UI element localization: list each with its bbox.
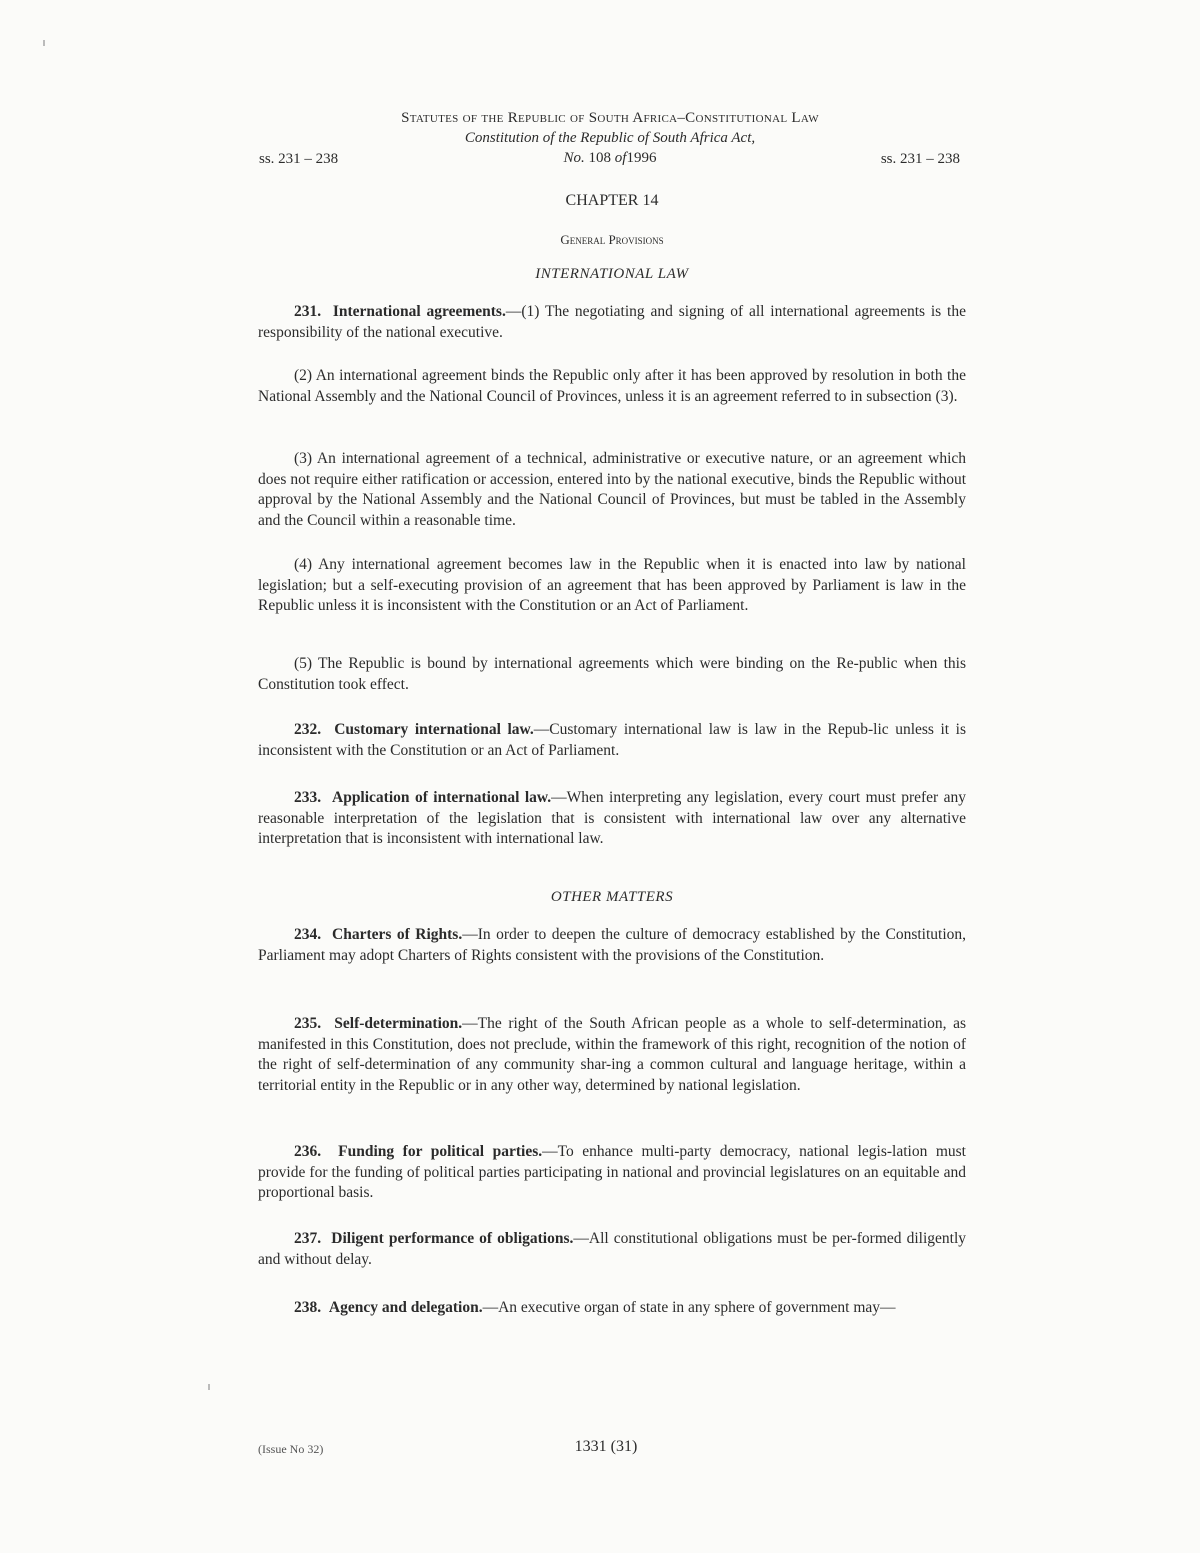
section-235 [258, 1014, 966, 1096]
section-text: —In order to deepen the culture of democracy established by the Constitution, Parliament may adopt Charters of Rights consistent with the provisions of the Constitution. [258, 926, 967, 964]
section-text: (4) Any international agreement becomes law in the Republic when it is enacted into law by national legislation; but a self-executing provision of an agreement that has been approved by Parliament is law in the Republic unless it is inconsistent with the Constitution or an Act of Parliament. [258, 556, 966, 614]
section-number: 236. [294, 1143, 322, 1160]
section-text: (2) An international agreement binds the Republic only after it has been approved by resolution in both the National Assembly and the National Council of Provinces, unless it is an agreement referred to in subsection (3). [258, 367, 966, 405]
section-232 [258, 720, 966, 761]
section-231-2 [258, 366, 966, 407]
section-231-5 [258, 654, 966, 695]
section-231-3 [258, 449, 966, 531]
issue-number: (Issue No 32) [258, 1442, 324, 1456]
section-number: 235. [294, 1015, 322, 1032]
sections-range-right: ss. 231 – 238 [880, 151, 960, 167]
act-number [0, 150, 1200, 167]
section-number: 231. [294, 303, 322, 320]
section-233 [258, 788, 966, 850]
act-no: 108 [588, 150, 612, 166]
section-number: 234. [294, 926, 322, 943]
section-number: 237. [294, 1230, 322, 1247]
statute-title: Statutes of the Republic of South Africa–Constitutional Law [401, 110, 819, 126]
section-heading: Self-determination. [334, 1015, 463, 1032]
section-text: —When interpreting any legislation, every court must prefer any reasonable interpretation of the legislation that is consistent with international law over any alternative interpretation that is inconsistent with international law. [258, 789, 967, 847]
section-237 [258, 1229, 966, 1270]
chapter-heading: CHAPTER 14 [565, 192, 659, 209]
section-231-1 [258, 302, 966, 343]
act-title: Constitution of the Republic of South Africa Act, [464, 130, 756, 146]
section-231-4 [258, 555, 966, 617]
section-heading: International agreements. [332, 303, 506, 320]
section-heading: Agency and delegation. [328, 1299, 483, 1316]
section-text: —(1) The negotiating and signing of all international agreements is the responsibility of the national executive. [258, 303, 966, 341]
section-text: —The right of the South African people as a whole to self-determination, as manifested in this Constitution, does not preclude, within the framework of this right, recognition of the notion of the right of self-determination of any community shar-ing a common cultural and language heritage, within a territorial entity in the Republic or in any other way, determined by national legislation. [258, 1015, 967, 1094]
section-heading: Customary international law. [334, 721, 534, 738]
act-no-prefix: No. [563, 150, 585, 166]
section-text: —An executive organ of state in any sphere of government may— [482, 1299, 896, 1316]
subheading-international-law: INTERNATIONAL LAW [535, 266, 689, 282]
section-number: 232. [294, 721, 322, 738]
section-text: —Customary international law is law in the Repub-lic unless it is inconsistent with the Constitution or an Act of Parliament. [258, 721, 966, 759]
section-text: —To enhance multi-party democracy, national legis-lation must provide for the funding of political parties participating in national and provincial legislatures on an equitable and proportional basis. [258, 1143, 966, 1201]
section-heading: Charters of Rights. [332, 926, 463, 943]
section-236 [258, 1142, 966, 1204]
page-number: 1331 (31) [574, 1438, 638, 1455]
sections-range-left: ss. 231 – 238 [259, 151, 339, 167]
section-number: 233. [294, 789, 322, 806]
section-234 [258, 925, 966, 966]
part-heading: General Provisions [560, 232, 664, 247]
section-number: 238. [294, 1299, 322, 1316]
section-text: —All constitutional obligations must be per-formed diligently and without delay. [258, 1230, 966, 1268]
section-heading: Funding for political parties. [338, 1143, 543, 1160]
act-of: of [614, 150, 627, 166]
section-heading: Diligent performance of obligations. [331, 1230, 574, 1247]
section-text: (5) The Republic is bound by international agreements which were binding on the Re-public when this Constitution took effect. [258, 655, 966, 693]
scan-speck [208, 1384, 210, 1390]
scan-speck [43, 40, 45, 46]
section-238 [258, 1298, 966, 1319]
act-year: 1996 [626, 150, 657, 166]
section-heading: Application of international law. [332, 789, 552, 806]
section-text: (3) An international agreement of a technical, administrative or executive nature, or an agreement which does not require either ratification or accession, entered into by the national executive, binds the Republic without approval by the National Assembly and the National Council of Provinces, but must be tabled in the Assembly and the Council within a reasonable time. [258, 450, 966, 529]
subheading-other-matters: OTHER MATTERS [550, 889, 674, 905]
